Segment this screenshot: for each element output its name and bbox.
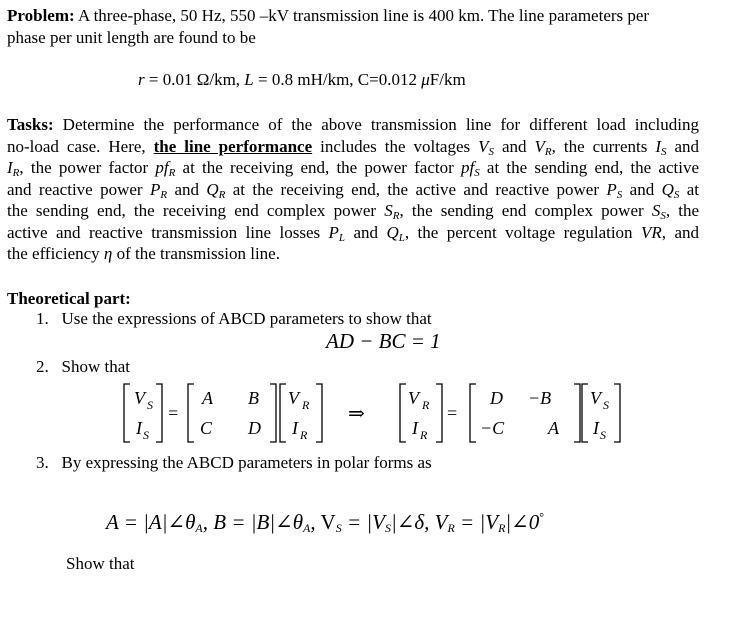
mid-vec-i: I — [292, 418, 298, 438]
m1-c: C — [200, 418, 213, 438]
mid-vec-i-sub: R — [300, 428, 308, 442]
theory-item-1 — [36, 308, 432, 330]
rhs-vec-v-sub: R — [422, 398, 430, 412]
polar-forms: $A = |A|\angle\theta_A$, $B = |B|\angle\theta_A$, $V_S$ = $|V_S|\angle\delta$, $V_R$ = $|V_R|\angle 0^\circ$ — [106, 510, 545, 535]
bracket — [280, 384, 286, 442]
line-parameters — [138, 69, 466, 91]
tasks-line-6: active and reactive transmission line losses $P_L$ and $Q_L$, the percent voltage regulation VR, and — [7, 222, 700, 244]
problem-text-1: A three-phase, 50 Hz, 550 –kV transmission line is 400 km. The line parameters per — [74, 6, 650, 25]
bracket — [316, 384, 322, 442]
equals-1: = — [168, 403, 179, 423]
bracket — [582, 384, 588, 442]
mu-symbol: μ — [421, 70, 430, 89]
m2-a: A — [548, 418, 559, 438]
l-value: = 0.8 mH/km, C=0.012 — [253, 70, 422, 89]
item-number: 2. — [36, 357, 49, 376]
bracket — [400, 384, 406, 442]
item-text: Use the expressions of ABCD parameters to show that — [61, 309, 432, 328]
m1-d: D — [248, 418, 261, 438]
tasks-line-5: the sending end, the receiving end complex power $S_R$, the sending end complex power $S_S$, the — [7, 201, 699, 222]
left-vec-i-sub: S — [143, 428, 149, 442]
r-value: = 0.01 Ω/km, — [144, 70, 245, 89]
show-that-text: Show that — [66, 554, 135, 573]
l-symbol: L — [244, 70, 254, 89]
bracket — [156, 384, 162, 442]
tasks-line-1 — [7, 114, 699, 136]
m2-neg-b: −B — [528, 388, 552, 408]
r-symbol: r — [138, 70, 145, 89]
problem-line-1 — [7, 5, 699, 27]
rv-v-sub: S — [603, 398, 609, 412]
bracket — [574, 384, 580, 442]
left-vec-v: V — [134, 388, 145, 408]
theory-item-3 — [36, 452, 432, 474]
problem-line-2: phase per unit length are found to be — [7, 27, 256, 47]
m1-b: B — [248, 388, 259, 408]
left-vec-v-sub: S — [147, 398, 153, 412]
tasks-text-1: Determine the performance of the above transmission line for different load including — [53, 115, 699, 134]
item-text: By expressing the ABCD parameters in polar forms as — [61, 453, 432, 472]
bracket — [470, 384, 476, 442]
theory-heading: Theoretical part: — [7, 289, 131, 308]
left-vec-i: I — [136, 418, 142, 438]
tasks-line-7: the efficiency η of the transmission line. — [7, 244, 280, 263]
bracket — [614, 384, 620, 442]
m2-d: D — [490, 388, 503, 408]
theory-item-2 — [36, 356, 130, 378]
rhs-vec-i: I — [412, 418, 418, 438]
tasks-line-3: $I_R$, the power factor $pf_R$ at the receiving end, the power factor $pf_S$ at the sending end, the active — [7, 158, 700, 179]
tasks-line-4: and reactive power $P_R$ and $Q_R$ at the receiving end, the active and reactive power $P_S$ and $Q_S$ at — [7, 179, 700, 201]
bracket — [270, 384, 276, 442]
item-number: 3. — [36, 453, 49, 472]
c-unit: F/km — [429, 70, 466, 89]
implies-arrow: ⇒ — [348, 403, 365, 425]
problem-paragraph — [7, 5, 699, 48]
matrix-equations — [110, 380, 670, 450]
tasks-label: Tasks: — [7, 115, 54, 134]
rhs-vec-v: V — [408, 388, 419, 408]
equation-ad-bc: AD − BC = 1 — [326, 329, 441, 353]
rhs-vec-i-sub: R — [420, 428, 428, 442]
problem-label: Problem: — [7, 6, 75, 25]
rv-i: I — [593, 418, 599, 438]
bracket — [188, 384, 194, 442]
mid-vec-v: V — [288, 388, 299, 408]
item-number: 1. — [36, 309, 49, 328]
rv-v: V — [590, 388, 601, 408]
bracket — [124, 384, 130, 442]
line-performance-link: the line performance — [153, 136, 313, 156]
item-text: Show that — [61, 357, 130, 376]
mid-vec-v-sub: R — [302, 398, 310, 412]
tasks-line-2: no-load case. Here, the line performance includes the voltages $V_S$ and $V_R$, the currents $I_S$ and — [7, 136, 700, 158]
tasks-paragraph — [7, 114, 699, 265]
m2-neg-c: −C — [480, 418, 505, 438]
equals-2: = — [447, 403, 458, 423]
bracket — [436, 384, 442, 442]
m1-a: A — [202, 388, 213, 408]
rv-i-sub: S — [600, 428, 606, 442]
